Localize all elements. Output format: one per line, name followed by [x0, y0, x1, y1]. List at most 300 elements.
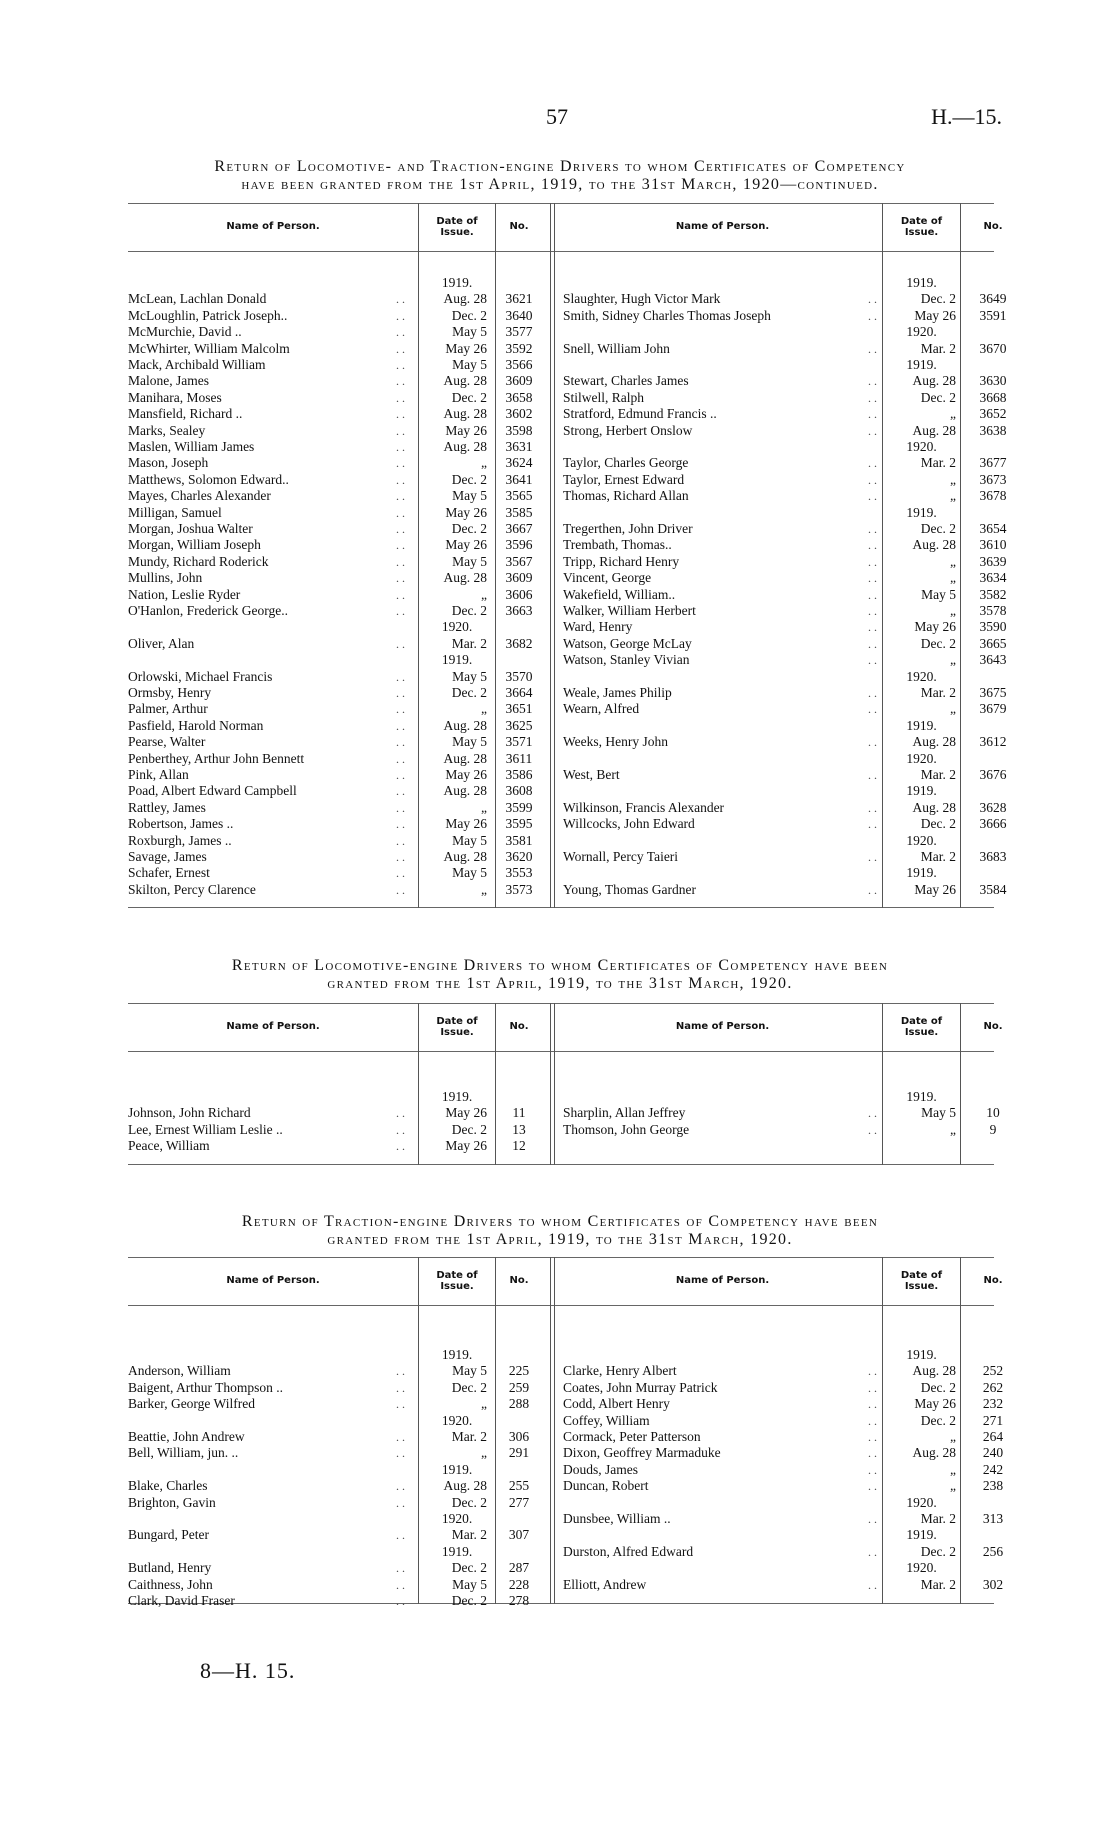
- certificate-number: 225: [508, 1363, 530, 1379]
- year-heading: 1919.: [906, 275, 937, 290]
- leader-dots: . .: [868, 800, 877, 815]
- certificate-number: 3606: [505, 586, 533, 602]
- issue-date: May 26: [445, 504, 487, 520]
- certificate-number: 3592: [505, 340, 533, 356]
- year-heading: 1919.: [441, 1089, 473, 1104]
- issue-date: „: [481, 1445, 487, 1461]
- issue-date: May 5: [452, 832, 487, 848]
- table-row: [128, 373, 548, 389]
- leader-dots: . .: [396, 538, 405, 553]
- issue-date: Aug. 28: [443, 373, 487, 389]
- certificate-number: 277: [508, 1494, 530, 1510]
- table-row: [563, 652, 1007, 668]
- person-name: Tregerthen, John Driver: [563, 521, 693, 536]
- table-row: [128, 505, 548, 521]
- person-name: Taylor, Ernest Edward: [563, 471, 685, 487]
- leader-dots: . .: [868, 1544, 877, 1559]
- person-name: Durston, Alfred Edward: [563, 1543, 694, 1559]
- issue-date: Mar. 2: [920, 1576, 956, 1592]
- issue-date: May 5: [452, 1363, 487, 1379]
- table-row: [128, 439, 548, 455]
- leader-dots: . .: [396, 1561, 405, 1576]
- leader-dots: . .: [396, 604, 405, 618]
- certificate-number: 3582: [979, 586, 1007, 602]
- person-name: Wornall, Percy Taieri: [563, 849, 679, 864]
- person-name: Peace, William: [128, 1138, 210, 1154]
- section3-table: [128, 1257, 1004, 1608]
- issue-date: May 5: [452, 1576, 487, 1592]
- issue-date: Dec. 2: [920, 1412, 956, 1428]
- section2-title: [130, 957, 990, 993]
- person-name: Anderson, William: [128, 1363, 231, 1379]
- table-row: [128, 406, 548, 422]
- leader-dots: . .: [396, 1139, 405, 1154]
- person-name: Johnson, John Richard: [128, 1105, 251, 1121]
- certificate-number: 3678: [979, 488, 1007, 504]
- person-name: Smith, Sidney Charles Thomas Joseph: [563, 307, 771, 323]
- year-heading: 1919.: [906, 504, 937, 520]
- certificate-number: 287: [508, 1560, 530, 1576]
- table-row: [563, 340, 1007, 357]
- person-name: Codd, Albert Henry: [563, 1396, 670, 1412]
- left-header-name: Name of Person.: [226, 1021, 320, 1032]
- table-row: [563, 389, 1007, 406]
- issue-date: May 26: [445, 422, 487, 438]
- issue-date: Aug. 28: [443, 406, 487, 422]
- section1-table: [128, 203, 1007, 908]
- certificate-number: 252: [982, 1363, 1004, 1379]
- person-name: Brighton, Gavin: [128, 1494, 216, 1510]
- issue-date: Aug. 28: [912, 373, 956, 389]
- issue-date: May 26: [445, 816, 487, 832]
- person-name: Douds, James: [563, 1461, 638, 1477]
- right-header-date: Date of Issue.: [900, 216, 943, 238]
- person-name: Maslen, William James: [128, 439, 255, 454]
- certificate-number: 3567: [505, 553, 533, 569]
- certificate-number: 3630: [979, 373, 1007, 389]
- certificate-number: 3610: [979, 537, 1007, 553]
- certificate-number: 12: [512, 1138, 526, 1154]
- table-row: [563, 521, 1007, 537]
- issue-date: May 26: [914, 619, 956, 635]
- section1-title: [130, 158, 990, 194]
- leader-dots: . .: [396, 636, 405, 651]
- leader-dots: . .: [396, 817, 405, 832]
- table-row: [563, 816, 1007, 832]
- issue-date: Dec. 2: [451, 1494, 487, 1510]
- issue-date: May 26: [445, 1138, 487, 1154]
- person-name: Mason, Joseph: [128, 455, 209, 471]
- certificate-number: 3566: [505, 357, 533, 372]
- person-name: Roxburgh, James ..: [128, 832, 232, 848]
- page-number: 57: [546, 104, 568, 129]
- certificate-number: 3675: [979, 685, 1007, 700]
- certificate-number: 3598: [505, 422, 533, 438]
- certificate-number: 3590: [979, 619, 1007, 635]
- issue-date: Dec. 2: [451, 521, 487, 536]
- person-name: Malone, James: [128, 373, 209, 389]
- person-name: McLean, Lachlan Donald: [128, 291, 267, 307]
- page-reference: H.—15.: [931, 104, 1002, 129]
- leader-dots: . .: [868, 472, 877, 487]
- table-top-rule: [128, 203, 994, 204]
- certificate-number: 3663: [505, 603, 533, 618]
- table-row: [128, 357, 548, 373]
- table-row: [128, 734, 548, 750]
- issue-date: „: [481, 881, 487, 897]
- person-name: Pink, Allan: [128, 767, 189, 782]
- table-row: [128, 1577, 548, 1593]
- leader-dots: . .: [396, 1430, 405, 1444]
- person-name: Clark, David Fraser: [128, 1593, 235, 1608]
- table-row: [563, 701, 1007, 717]
- person-name: Morgan, Joshua Walter: [128, 521, 253, 536]
- issue-date: May 5: [452, 553, 487, 569]
- year-heading: 1919.: [441, 275, 473, 290]
- leader-dots: . .: [396, 423, 405, 438]
- person-name: Pasfield, Harold Norman: [128, 717, 264, 733]
- person-name: Strong, Herbert Onslow: [563, 422, 693, 438]
- table-row: [563, 471, 1007, 488]
- person-name: Skilton, Percy Clarence: [128, 881, 256, 897]
- issue-date: Mar. 2: [920, 1511, 956, 1526]
- person-name: Palmer, Arthur: [128, 701, 208, 717]
- issue-date: „: [950, 701, 956, 717]
- year-heading: 1919.: [441, 1543, 473, 1559]
- issue-date: May 5: [921, 586, 956, 602]
- table-row: [128, 1560, 548, 1576]
- leader-dots: . .: [396, 489, 405, 504]
- certificate-number: 3654: [979, 521, 1007, 536]
- leader-dots: . .: [396, 407, 405, 422]
- table-row: [563, 291, 1007, 307]
- table-row: [563, 373, 1007, 389]
- certificate-number: 3565: [505, 488, 533, 504]
- person-name: Dixon, Geoffrey Marmaduke: [563, 1445, 721, 1461]
- person-name: Duncan, Robert: [563, 1478, 649, 1494]
- table-row: [128, 849, 548, 865]
- certificate-number: 242: [982, 1461, 1004, 1477]
- leader-dots: . .: [868, 817, 877, 832]
- certificate-number: 291: [508, 1445, 530, 1461]
- person-name: Clarke, Henry Albert: [563, 1363, 677, 1379]
- table-row: [563, 635, 1007, 652]
- issue-date: Aug. 28: [443, 291, 487, 307]
- certificate-number: 288: [508, 1396, 530, 1412]
- person-name: Tripp, Richard Henry: [563, 553, 680, 569]
- person-name: Pearse, Walter: [128, 734, 206, 750]
- leader-dots: . .: [396, 292, 405, 307]
- certificate-number: 262: [982, 1379, 1004, 1395]
- leader-dots: . .: [396, 1397, 405, 1412]
- certificate-number: 3577: [505, 324, 533, 340]
- certificate-number: 3584: [979, 881, 1007, 897]
- issue-date: Aug. 28: [443, 439, 487, 454]
- certificate-number: 307: [508, 1527, 530, 1543]
- issue-date: „: [950, 1478, 956, 1494]
- year-heading: 1919.: [906, 1089, 937, 1104]
- person-name: Stewart, Charles James: [563, 373, 689, 389]
- person-name: Vincent, George: [563, 570, 652, 586]
- issue-date: Dec. 2: [451, 1379, 487, 1395]
- table-row: [563, 1363, 1004, 1379]
- leader-dots: . .: [396, 833, 405, 848]
- year-heading: 1920.: [906, 668, 937, 684]
- table-row: [563, 307, 1007, 324]
- right-header-name: Name of Person.: [675, 1275, 770, 1286]
- year-heading: 1919.: [906, 865, 937, 881]
- leader-dots: . .: [868, 636, 877, 651]
- person-name: McWhirter, William Malcolm: [128, 340, 290, 356]
- table-row: [128, 636, 548, 652]
- leader-dots: . .: [868, 1479, 877, 1494]
- table-row: [563, 734, 1007, 750]
- certificate-number: 232: [982, 1396, 1004, 1412]
- certificate-number: 3596: [505, 537, 533, 553]
- issue-date: „: [950, 652, 956, 668]
- leader-dots: . .: [868, 522, 877, 536]
- person-name: Weeks, Henry John: [563, 734, 669, 750]
- person-name: Mullins, John: [128, 570, 203, 586]
- leader-dots: . .: [396, 308, 405, 323]
- year-heading: 1920.: [441, 1511, 473, 1526]
- certificate-number: 3595: [505, 816, 533, 832]
- person-name: Bungard, Peter: [128, 1527, 209, 1543]
- certificate-number: 3652: [979, 406, 1007, 422]
- leader-dots: . .: [868, 735, 877, 750]
- certificate-number: 11: [512, 1105, 526, 1121]
- person-name: Nation, Leslie Ryder: [128, 586, 241, 602]
- certificate-number: 3586: [505, 767, 533, 782]
- issue-date: Aug. 28: [912, 734, 956, 750]
- issue-date: Dec. 2: [920, 816, 956, 832]
- certificate-number: 238: [982, 1478, 1004, 1494]
- person-name: Morgan, William Joseph: [128, 537, 261, 553]
- person-name: Caithness, John: [128, 1576, 213, 1592]
- leader-dots: . .: [396, 358, 405, 372]
- issue-date: „: [481, 586, 487, 602]
- table-row: [128, 570, 548, 586]
- year-heading: 1920.: [906, 439, 937, 454]
- table-row: [128, 701, 548, 717]
- person-name: Stilwell, Ralph: [563, 389, 644, 405]
- leader-dots: . .: [868, 768, 877, 782]
- issue-date: Dec. 2: [451, 471, 487, 487]
- table-row: [128, 341, 548, 357]
- table-row: [563, 1511, 1004, 1527]
- certificate-number: 256: [982, 1543, 1004, 1559]
- leader-dots: . .: [868, 1446, 877, 1461]
- leader-dots: . .: [396, 341, 405, 356]
- certificate-number: 3611: [505, 750, 533, 766]
- table-row: [128, 603, 548, 619]
- issue-date: Dec. 2: [920, 291, 956, 307]
- issue-date: May 5: [452, 488, 487, 504]
- issue-date: Mar. 2: [920, 767, 956, 782]
- leader-dots: . .: [868, 604, 877, 618]
- issue-date: Aug. 28: [443, 750, 487, 766]
- issue-date: May 5: [452, 668, 487, 684]
- year-heading: 1919.: [441, 1347, 473, 1362]
- year-heading: 1920.: [906, 750, 937, 766]
- leader-dots: . .: [396, 882, 405, 897]
- person-name: Orlowski, Michael Francis: [128, 668, 273, 684]
- section2-title-line1: Return of Locomotive-engine Drivers to whom Certificates of Competency have been: [231, 957, 889, 974]
- issue-date: Dec. 2: [920, 521, 956, 536]
- table-row: [128, 423, 548, 439]
- certificate-number: 3591: [979, 307, 1007, 323]
- left-header-name: Name of Person.: [226, 1275, 320, 1286]
- issue-date: „: [950, 1429, 956, 1444]
- center-double-divider: [550, 1003, 555, 1165]
- issue-date: Dec. 2: [920, 1543, 956, 1559]
- table-row: [128, 865, 548, 881]
- leader-dots: . .: [396, 669, 405, 684]
- leader-dots: . .: [868, 407, 877, 422]
- table-row: [128, 783, 548, 799]
- person-name: Wearn, Alfred: [563, 701, 640, 717]
- person-name: Dunsbee, William ..: [563, 1511, 671, 1526]
- person-name: Oliver, Alan: [128, 635, 195, 651]
- person-name: Thomas, Richard Allan: [563, 488, 689, 504]
- table-row: [128, 1122, 548, 1138]
- certificate-number: 240: [982, 1445, 1004, 1461]
- certificate-number: 3602: [505, 406, 533, 422]
- person-name: Ward, Henry: [563, 619, 633, 635]
- section3-title: [130, 1213, 990, 1249]
- table-row: [128, 751, 548, 767]
- issue-date: Aug. 28: [443, 849, 487, 864]
- person-name: Weale, James Philip: [563, 685, 672, 700]
- table-top-rule: [128, 1003, 994, 1004]
- issue-date: May 26: [914, 307, 956, 323]
- leader-dots: . .: [396, 522, 405, 536]
- table-row: [563, 881, 1007, 898]
- leader-dots: . .: [396, 686, 405, 700]
- issue-date: Aug. 28: [912, 1445, 956, 1461]
- table-row: [563, 767, 1007, 783]
- left-header-date: Date of Issue.: [436, 1270, 478, 1292]
- year-heading: 1920.: [441, 1412, 473, 1428]
- leader-dots: . .: [396, 472, 405, 487]
- table-row: [128, 472, 548, 488]
- table-row: [563, 537, 1007, 553]
- leader-dots: . .: [396, 1528, 405, 1543]
- year-heading: 1919.: [441, 652, 473, 668]
- leader-dots: . .: [396, 1479, 405, 1494]
- leader-dots: . .: [396, 1106, 405, 1121]
- certificate-number: 3628: [979, 799, 1007, 815]
- person-name: Coates, John Murray Patrick: [563, 1379, 718, 1395]
- left-header-no: No.: [509, 1021, 529, 1032]
- person-name: Savage, James: [128, 849, 207, 864]
- year-heading: 1919.: [906, 357, 937, 372]
- person-name: Walker, William Herbert: [563, 603, 696, 618]
- left-header-date: Date of Issue.: [436, 1016, 478, 1038]
- person-name: Snell, William John: [563, 340, 670, 356]
- certificate-number: 228: [508, 1576, 530, 1592]
- table-row: [128, 767, 548, 783]
- issue-date: May 26: [914, 881, 956, 897]
- table-row: [563, 488, 1007, 504]
- issue-date: „: [950, 471, 956, 487]
- certificate-number: 3639: [979, 553, 1007, 569]
- certificate-number: 3658: [505, 389, 533, 405]
- person-name: Young, Thomas Gardner: [563, 881, 696, 897]
- year-heading: 1920.: [906, 1494, 937, 1510]
- table-header-rule: [128, 251, 994, 252]
- person-name: Marks, Sealey: [128, 422, 206, 438]
- issue-date: Mar. 2: [920, 340, 956, 356]
- year-heading: 1919.: [906, 783, 937, 799]
- certificate-number: 3666: [979, 816, 1007, 832]
- table-row: [128, 587, 548, 603]
- leader-dots: . .: [868, 1512, 877, 1526]
- issue-date: Dec. 2: [920, 389, 956, 405]
- issue-date: „: [950, 603, 956, 618]
- certificate-number: 3682: [505, 635, 533, 651]
- leader-dots: . .: [396, 1380, 405, 1395]
- certificate-number: 3643: [979, 652, 1007, 668]
- leader-dots: . .: [396, 751, 405, 766]
- table-row: [128, 1495, 548, 1511]
- person-name: Beattie, John Andrew: [128, 1429, 245, 1444]
- table-row: [128, 1593, 548, 1609]
- issue-date: Aug. 28: [912, 799, 956, 815]
- table-row: [563, 1121, 997, 1138]
- leader-dots: . .: [868, 1462, 877, 1477]
- table-bottom-rule: [128, 907, 994, 908]
- table-row: [128, 1105, 548, 1121]
- table-row: [563, 586, 1007, 603]
- table-row: [563, 1543, 1004, 1560]
- issue-date: May 5: [452, 734, 487, 750]
- person-name: Mundy, Richard Roderick: [128, 553, 269, 569]
- certificate-number: 10: [986, 1105, 1000, 1121]
- person-name: Penberthey, Arthur John Bennett: [128, 750, 305, 766]
- issue-date: Aug. 28: [912, 1363, 956, 1379]
- leader-dots: . .: [868, 456, 877, 471]
- person-name: Matthews, Solomon Edward..: [128, 471, 289, 487]
- leader-dots: . .: [396, 554, 405, 569]
- person-name: Bell, William, jun. ..: [128, 1445, 239, 1461]
- certificate-number: 3620: [505, 849, 533, 864]
- right-header-no: No.: [983, 1275, 1003, 1286]
- person-name: Rattley, James: [128, 799, 206, 815]
- issue-date: „: [481, 799, 487, 815]
- leader-dots: . .: [396, 325, 405, 340]
- person-name: West, Bert: [563, 767, 620, 782]
- certificate-number: 259: [508, 1379, 530, 1395]
- year-heading: 1920.: [441, 619, 473, 635]
- issue-date: Dec. 2: [451, 603, 487, 618]
- certificate-number: 3679: [979, 701, 1007, 717]
- issue-date: Aug. 28: [443, 570, 487, 586]
- table-top-rule: [128, 1257, 994, 1258]
- leader-dots: . .: [396, 1446, 405, 1461]
- table-row: [128, 816, 548, 832]
- issue-date: May 26: [914, 1396, 956, 1412]
- certificate-number: 3624: [505, 455, 533, 471]
- table-row: [128, 291, 548, 307]
- person-name: Slaughter, Hugh Victor Mark: [563, 291, 721, 307]
- issue-date: „: [950, 406, 956, 422]
- certificate-number: 3599: [505, 799, 533, 815]
- year-heading: 1920.: [906, 832, 937, 848]
- person-name: Wakefield, William..: [563, 586, 676, 602]
- issue-date: Dec. 2: [920, 635, 956, 651]
- table-row: [128, 537, 548, 553]
